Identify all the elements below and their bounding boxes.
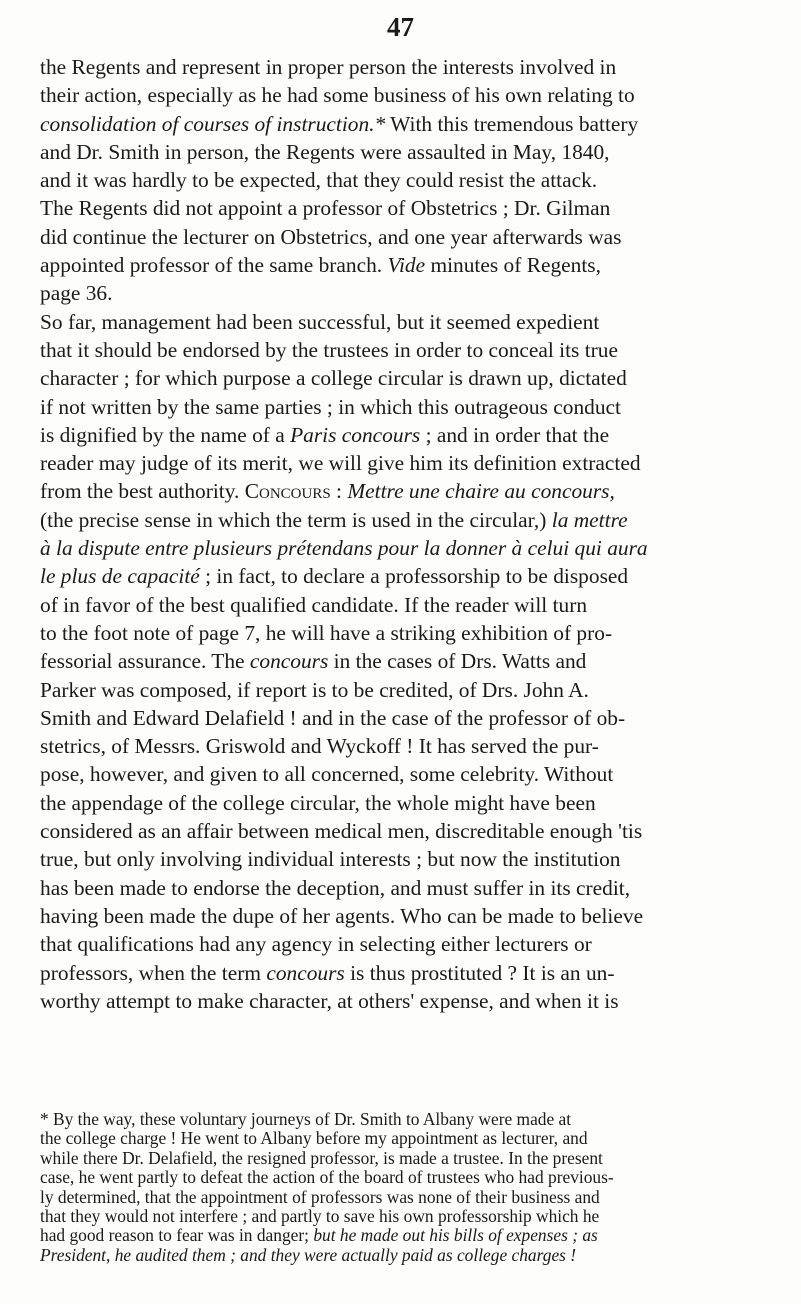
body-line-segment: true, but only involving individual interests ; but now the institution bbox=[40, 847, 621, 872]
footnote-line-segment: but he made out his bills of expenses ; as bbox=[313, 1225, 598, 1246]
body-line bbox=[40, 223, 765, 251]
footnote-line-segment: * By the way, these voluntary journeys of Dr. Smith to Albany were made at bbox=[40, 1109, 572, 1129]
footnote-line-segment: ly determined, that the appointment of professors was none of their business and bbox=[40, 1186, 600, 1207]
footnote-line bbox=[40, 1207, 765, 1226]
body-line-segment: The Regents did not appoint a professor of Obstetrics ; Dr. Gilman bbox=[40, 196, 611, 221]
body-line-segment: (the precise sense in which the term is used in the circular,) bbox=[40, 507, 552, 532]
body-line-segment: Paris concours bbox=[290, 422, 421, 447]
body-line-segment: appointed professor of the same branch. bbox=[40, 253, 388, 278]
body-line bbox=[40, 393, 765, 421]
footnote-line bbox=[40, 1129, 765, 1148]
body-line-segment: So far, management had been successful, but it seemed expedient bbox=[40, 309, 600, 334]
body-line bbox=[40, 138, 765, 166]
body-line bbox=[40, 732, 765, 760]
body-line-segment: did continue the lecturer on Obstetrics, and one year afterwards was bbox=[40, 224, 622, 249]
body-line-segment: Smith and Edward Delafield ! and in the case of the professor of ob- bbox=[40, 705, 626, 730]
body-line bbox=[40, 449, 765, 477]
body-line bbox=[40, 166, 765, 194]
body-line bbox=[40, 364, 765, 392]
body-line-segment: that qualifications had any agency in selecting either lecturers or bbox=[40, 932, 592, 957]
body-line-segment: that it should be endorsed by the trustees in order to conceal its true bbox=[40, 337, 618, 362]
body-line-segment: fessorial assurance. The bbox=[40, 649, 250, 674]
body-line-segment: of in favor of the best qualified candidate. If the reader will turn bbox=[40, 592, 588, 617]
footnote-line bbox=[40, 1188, 765, 1207]
body-line-segment: the Regents and represent in proper person the interests involved in bbox=[40, 55, 617, 79]
body-line-segment: ; in fact, to declare a professorship to be disposed bbox=[199, 564, 629, 589]
footnote-line-segment: President, he audited them ; and they were actually paid as college charges ! bbox=[40, 1244, 577, 1265]
footnote-line bbox=[40, 1110, 765, 1129]
body-line bbox=[40, 194, 765, 222]
footnote-line bbox=[40, 1226, 765, 1245]
body-line bbox=[40, 647, 765, 675]
body-line-segment: having been made the dupe of her agents. Who can be made to believe bbox=[40, 903, 644, 928]
footnote-line-segment: case, he went partly to defeat the action of the board of trustees who had previous- bbox=[40, 1167, 614, 1188]
body-line bbox=[40, 336, 765, 364]
body-line-segment: has been made to endorse the deception, and must suffer in its credit, bbox=[40, 875, 631, 900]
body-line bbox=[40, 874, 765, 902]
body-line bbox=[40, 279, 765, 307]
body-line-segment: from the best authority. bbox=[40, 479, 245, 504]
body-line-segment: character ; for which purpose a college circular is drawn up, dictated bbox=[40, 366, 627, 391]
body-line-segment: professors, when the term bbox=[40, 960, 267, 985]
body-line-segment: consolidation of courses of instruction.* bbox=[40, 111, 386, 136]
body-line-segment: Concours bbox=[244, 479, 331, 504]
footnote-line bbox=[40, 1168, 765, 1187]
body-line-segment: With this tremendous battery bbox=[385, 111, 639, 136]
footnote-line-segment: the college charge ! He went to Albany before my appointment as lecturer, and bbox=[40, 1128, 588, 1149]
body-line bbox=[40, 81, 765, 109]
body-line-segment: à la dispute entre plusieurs prétendans pour la donner à celui qui aura bbox=[40, 536, 648, 561]
body-line-segment: the appendage of the college circular, the whole might have been bbox=[40, 790, 596, 815]
footnote-line-segment: had good reason to fear was in danger; bbox=[40, 1225, 314, 1246]
body-line-segment: reader may judge of its merit, we will give him its definition extracted bbox=[40, 451, 641, 476]
body-line-segment: if not written by the same parties ; in which this outrageous conduct bbox=[40, 394, 621, 419]
footnote-line-segment: that they would not interfere ; and partly to save his own professorship which he bbox=[40, 1205, 600, 1226]
body-line-segment: Mettre une chaire au concours, bbox=[347, 479, 615, 504]
footnote bbox=[40, 1110, 765, 1265]
body-line bbox=[40, 845, 765, 873]
body-line bbox=[40, 308, 765, 336]
body-line bbox=[40, 251, 765, 279]
body-line-segment: la mettre bbox=[551, 507, 628, 532]
body-line-segment: concours bbox=[266, 960, 345, 985]
body-line bbox=[40, 53, 765, 81]
body-line-segment: considered as an affair between medical men, discreditable enough 'tis bbox=[40, 819, 643, 844]
body-line bbox=[40, 676, 765, 704]
body-line-segment: and it was hardly to be expected, that they could resist the attack. bbox=[40, 168, 598, 193]
body-line bbox=[40, 704, 765, 732]
footnote-line bbox=[40, 1149, 765, 1168]
body-line-segment: in the cases of Drs. Watts and bbox=[328, 649, 587, 674]
body-line bbox=[40, 110, 765, 138]
body-line bbox=[40, 789, 765, 817]
body-line-segment: Vide bbox=[387, 253, 426, 278]
body-line bbox=[40, 506, 765, 534]
body-line-segment: le plus de capacité bbox=[40, 564, 200, 589]
body-line-segment: their action, especially as he had some business of his own relating to bbox=[40, 83, 635, 108]
body-line-segment: ; and in order that the bbox=[420, 422, 610, 447]
body-line-segment: is dignified by the name of a bbox=[40, 422, 291, 447]
body-line bbox=[40, 817, 765, 845]
body-line-segment: concours bbox=[249, 649, 329, 674]
body-line-segment: and Dr. Smith in person, the Regents were assaulted in May, 1840, bbox=[40, 139, 610, 164]
body-line-segment: is thus prostituted ? It is an un- bbox=[344, 960, 615, 985]
body-line bbox=[40, 760, 765, 788]
body-line-segment: pose, however, and given to all concerned, some celebrity. Without bbox=[40, 762, 614, 787]
body-line-segment: page 36. bbox=[40, 281, 113, 306]
body-line bbox=[40, 591, 765, 619]
body-line bbox=[40, 421, 765, 449]
body-line bbox=[40, 987, 765, 1015]
footnote-line bbox=[40, 1246, 765, 1265]
body-line-segment: Parker was composed, if report is to be credited, of Drs. John A. bbox=[40, 677, 589, 702]
body-line bbox=[40, 534, 765, 562]
footnote-line-segment: while there Dr. Delafield, the resigned professor, is made a trustee. In the present bbox=[40, 1147, 603, 1168]
body-line-segment: to the foot note of page 7, he will have a striking exhibition of pro- bbox=[40, 620, 613, 645]
body-text bbox=[40, 53, 765, 1015]
body-line bbox=[40, 477, 765, 505]
body-line-segment: stetrics, of Messrs. Griswold and Wyckoff ! It has served the pur- bbox=[40, 734, 599, 759]
body-line-segment: : bbox=[330, 479, 348, 504]
body-line bbox=[40, 902, 765, 930]
body-line bbox=[40, 930, 765, 958]
page-number: 47 bbox=[387, 12, 414, 42]
body-line-segment: minutes of Regents, bbox=[425, 253, 601, 278]
body-line bbox=[40, 619, 765, 647]
body-line bbox=[40, 959, 765, 987]
body-line-segment: worthy attempt to make character, at others' expense, and when it is bbox=[40, 988, 619, 1013]
body-line bbox=[40, 562, 765, 590]
